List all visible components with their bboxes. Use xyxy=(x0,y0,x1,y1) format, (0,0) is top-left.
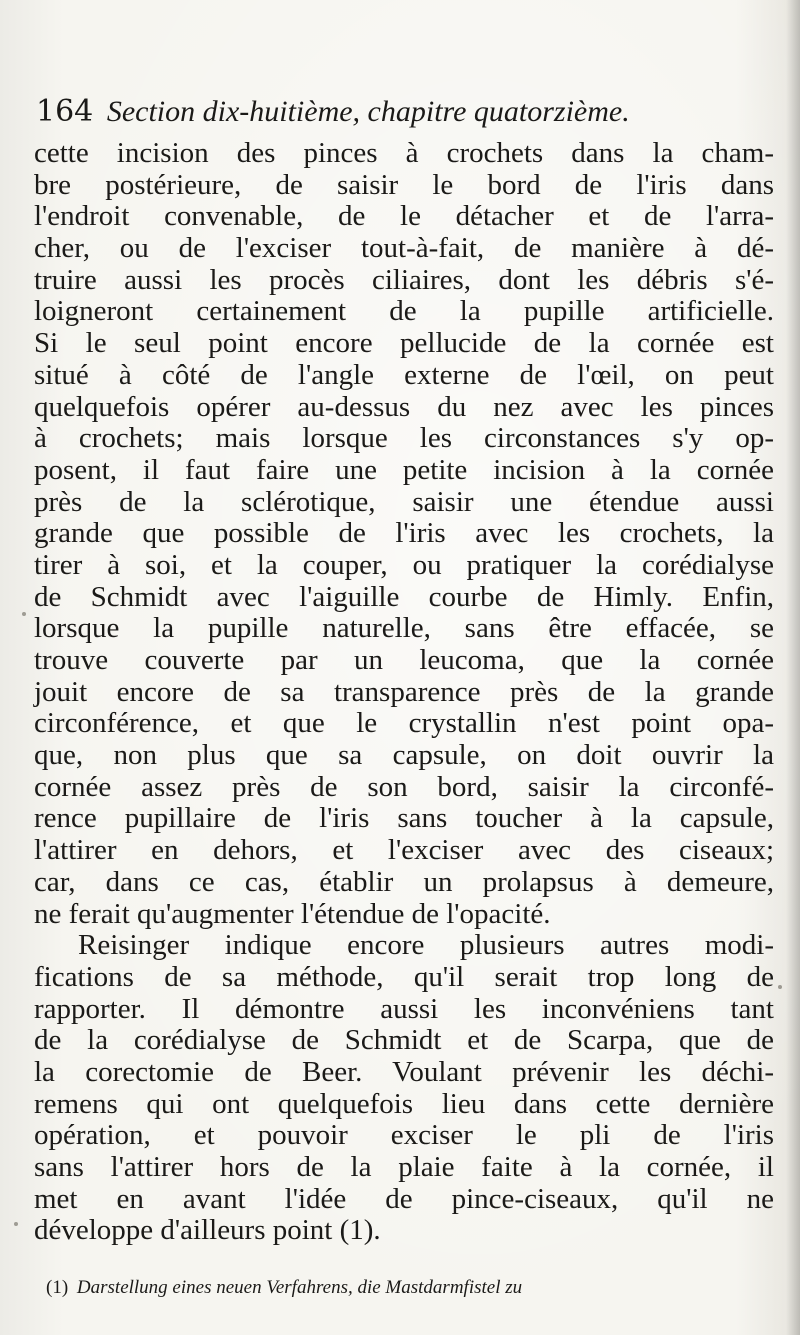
text-line: opération, et pouvoir exciser le pli de l'iris xyxy=(34,1119,774,1152)
text-line: lorsque la pupille naturelle, sans être effacée, se xyxy=(34,612,774,645)
text-line: sans l'attirer hors de la plaie faite à la cornée, il xyxy=(34,1151,774,1183)
text-line: car, dans ce cas, établir un prolapsus à demeure, xyxy=(34,865,774,898)
text-line: de Schmidt avec l'aiguille courbe de Himly. Enfin, xyxy=(34,580,774,613)
text-line: tirer à soi, et la couper, ou pratiquer la corédialyse xyxy=(34,548,774,581)
text-line: met en avant l'idée de pince-ciseaux, qu'il ne xyxy=(34,1182,774,1215)
text-line: la corectomie de Beer. Voulant prévenir les déchi- xyxy=(34,1055,774,1088)
footnote-mark: (1) xyxy=(46,1277,69,1298)
text-line: trouve couverte par un leucoma, que la cornée xyxy=(34,644,774,676)
paper-speck xyxy=(22,612,26,616)
text-line: bre postérieure, de saisir le bord de l'iris dans xyxy=(34,168,774,201)
text-line: l'attirer en dehors, et l'exciser avec des ciseaux; xyxy=(34,834,774,867)
text-line: développe d'ailleurs point (1). xyxy=(34,1214,381,1247)
text-line: truire aussi les procès ciliaires, dont les débris s'é- xyxy=(34,263,774,296)
page-number: 164 xyxy=(36,94,94,129)
text-line: circonférence, et que le crystallin n'est point opa- xyxy=(34,707,774,740)
text-line: grande que possible de l'iris avec les crochets, la xyxy=(34,517,774,550)
text-line: situé à côté de l'angle externe de l'œil, on peut xyxy=(34,358,774,391)
text-line: rence pupillaire de l'iris sans toucher à la capsule, xyxy=(34,802,774,835)
paragraph-start-line: Reisinger indique encore plusieurs autres modi- xyxy=(78,929,774,962)
text-line: fications de sa méthode, qu'il serait trop long de xyxy=(34,960,774,993)
text-line: à crochets; mais lorsque les circonstances s'y op- xyxy=(34,422,774,455)
text-line: près de la sclérotique, saisir une étendue aussi xyxy=(34,485,774,518)
text-line: ne ferait qu'augmenter l'étendue de l'opacité. xyxy=(34,897,551,930)
text-line: cette incision des pinces à crochets dans la cham- xyxy=(34,137,774,169)
text-line: cornée assez près de son bord, saisir la circonfé- xyxy=(34,770,774,803)
text-line: de la corédialyse de Schmidt et de Scarpa, que de xyxy=(34,1024,774,1057)
text-line: quelquefois opérer au-dessus du nez avec les pinces xyxy=(34,390,774,423)
text-line: rapporter. Il démontre aussi les inconvéniens tant xyxy=(34,992,774,1025)
paper-speck xyxy=(14,1222,18,1226)
text-line: posent, il faut faire une petite incision à la cornée xyxy=(34,453,774,486)
text-line: Si le seul point encore pellucide de la cornée est xyxy=(34,327,774,360)
text-line: jouit encore de sa transparence près de la grande xyxy=(34,675,774,708)
text-line: remens qui ont quelquefois lieu dans cette dernière xyxy=(34,1087,774,1120)
footnote-text: Darstellung eines neuen Verfahrens, die Mastdarmfistel zu xyxy=(76,1277,523,1298)
page-header xyxy=(36,92,786,132)
footnote xyxy=(46,1276,766,1300)
text-line: cher, ou de l'exciser tout-à-fait, de manière à dé- xyxy=(34,232,774,265)
text-line: loigneront certainement de la pupille artificielle. xyxy=(34,295,774,328)
text-line: que, non plus que sa capsule, on doit ouvrir la xyxy=(34,739,774,772)
paper-speck xyxy=(778,985,782,989)
body-text xyxy=(34,138,774,1247)
page-binding-shadow xyxy=(786,0,800,1335)
text-line: l'endroit convenable, de le détacher et de l'arra- xyxy=(34,200,774,233)
running-head: Section dix-huitième, chapitre quatorzième. xyxy=(106,95,630,128)
